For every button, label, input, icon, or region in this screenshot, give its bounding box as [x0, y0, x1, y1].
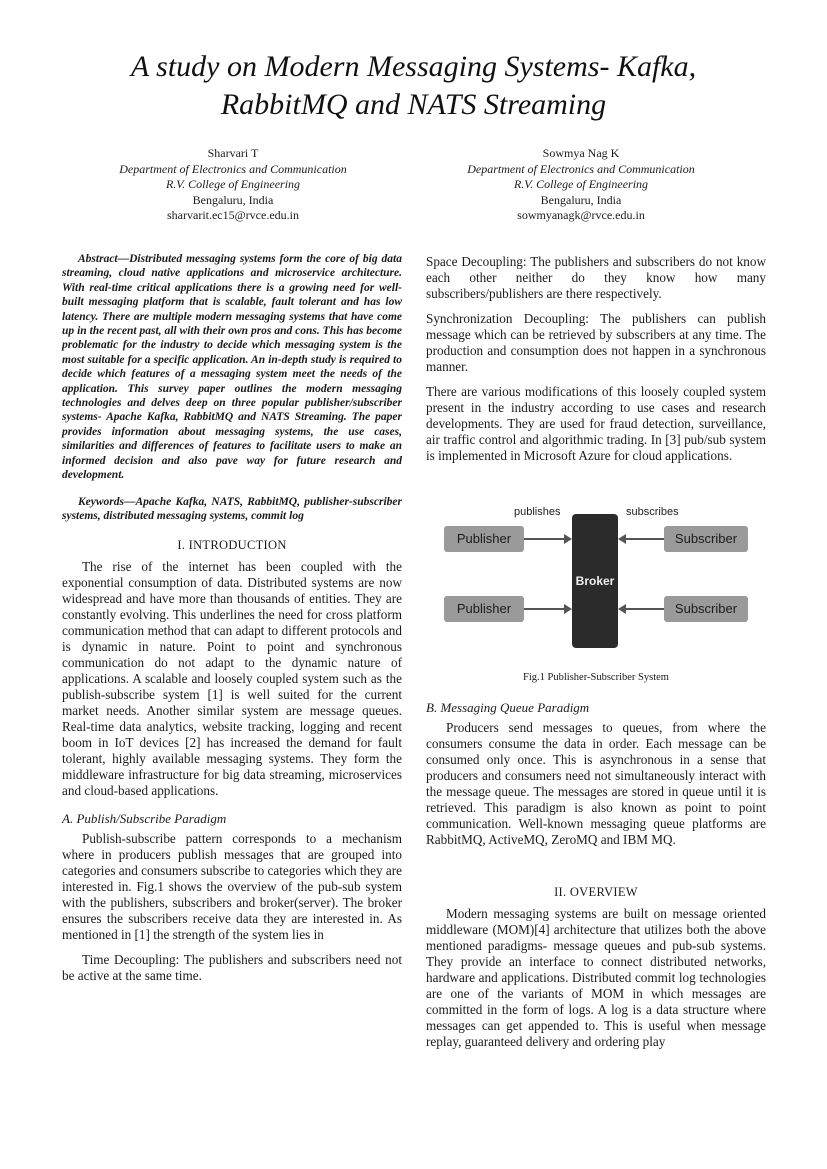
- paper-title: [0, 48, 827, 124]
- arrowhead-publisher-1: [564, 534, 572, 544]
- sync-decoupling-paragraph: Synchronization Decoupling: The publishers can publish message which can be retrieved by subscribers at any time. The production and consumption does not happen in a synchronous manner.: [426, 311, 766, 374]
- section-heading-overview: II. OVERVIEW: [554, 885, 638, 899]
- publisher-box-1: Publisher: [444, 526, 524, 552]
- publisher-box-2: Publisher: [444, 596, 524, 622]
- queue-paragraph: Producers send messages to queues, from where the consumers consume the data in order. Each message can be consumed only once. This is asynchronous in a sense that producers and consumers need not simultaneously interact with the message queue. The messages are stored in queue until it is retrieved. This paradigm is also known as point to point communication. Well-known messaging queue platforms are RabbitMQ, ActiveMQ, ZeroMQ and IBM MQ.: [426, 720, 766, 847]
- subsection-heading-pubsub: A. Publish/Subscribe Paradigm: [62, 811, 227, 827]
- author-college: R.V. College of Engineering: [513, 177, 649, 191]
- left-column: [62, 252, 402, 984]
- author-name: Sharvari T: [207, 146, 259, 160]
- title-line-2: RabbitMQ and NATS Streaming: [220, 88, 607, 121]
- introduction-paragraph: The rise of the internet has been coupled with the exponential consumption of data. Distributed systems are now widespread and have more than thousands of entities. They are constantly evolving. This underlines the need for cross platform communication method that can adapt to different protocols and is dynamic in nature. Point to point and synchronous communication do not adapt to the dynamic nature of applications. A scalable and loosely coupled system such as the publish-subscribe system [1] is well suited for the current market needs. Another similar system are message queues. Real-time data analytics, website tracking, logging and recent boom in IoT devices [2] has increased the demand for fault tolerant, highly available messaging systems. They form the middleware infrastructure for big data streaming, microservices and cloud-based applications.: [62, 559, 402, 799]
- author-2: [431, 146, 731, 224]
- author-college: R.V. College of Engineering: [165, 177, 301, 191]
- author-name: Sowmya Nag K: [542, 146, 620, 160]
- arrowhead-subscriber-1: [618, 534, 626, 544]
- publishes-label: publishes: [514, 506, 561, 518]
- pubsub-paragraph: Publish-subscribe pattern corresponds to a mechanism where in producers publish messages that are grouped into categories and consumers subscribe to categories which they are interested in. Fig.1 shows the overview of the pub-sub system with the publishers, subscribers and broker(server). The broker ensures the subscribers receive data they are interested in. As mentioned in [1] the strength of the system lies in: [62, 831, 402, 943]
- arrow-subscriber-1: [626, 538, 664, 540]
- author-email: sharvarit.ec15@rvce.edu.in: [167, 208, 299, 222]
- title-line-1: A study on Modern Messaging Systems- Kafka,: [130, 50, 697, 83]
- figure-caption: Fig.1 Publisher-Subscriber System: [523, 672, 669, 683]
- arrow-subscriber-2: [626, 608, 664, 610]
- subscribes-label: subscribes: [626, 506, 679, 518]
- arrow-publisher-1: [524, 538, 564, 540]
- subscriber-box-1: Subscriber: [664, 526, 748, 552]
- author-location: Bengaluru, India: [192, 192, 274, 207]
- time-decoupling-paragraph: Time Decoupling: The publishers and subscribers need not be active at the same time.: [62, 952, 402, 984]
- keywords: Keywords—Apache Kafka, NATS, RabbitMQ, publisher-subscriber systems, distributed messaging systems, commit log: [62, 495, 402, 522]
- subsection-heading-queue: B. Messaging Queue Paradigm: [426, 700, 590, 715]
- arrowhead-publisher-2: [564, 604, 572, 614]
- broker-box: Broker: [572, 514, 618, 648]
- section-heading-introduction: I. INTRODUCTION: [177, 538, 287, 553]
- arrow-publisher-2: [524, 608, 564, 610]
- overview-paragraph: Modern messaging systems are built on message oriented middleware (MOM)[4] architecture that utilizes both the above mentioned paradigms- message queues and pub-sub systems. They provide an interface to connect distributed networks, hardware and applications. Distributed commit log technologies are one of the variants of MOM in which messages are committed in the form of logs. A log is a data structure where messages can get appended to. This is useful when message replay, guaranteed delivery and ordering play: [426, 906, 766, 1049]
- right-column: [426, 254, 766, 1050]
- author-email: sowmyanagk@rvce.edu.in: [517, 208, 645, 222]
- space-decoupling-paragraph: Space Decoupling: The publishers and subscribers do not know each other neither do they know how many subscribers/publishers are there respectively.: [426, 254, 766, 301]
- author-location: Bengaluru, India: [540, 192, 622, 207]
- pubsub-figure: [426, 504, 766, 664]
- arrowhead-subscriber-2: [618, 604, 626, 614]
- modifications-paragraph: There are various modifications of this loosely coupled system present in the industry according to use cases and research developments. They are used for fraud detection, surveillance, air traffic control and algorithmic trading. In [3] pub/sub system is implemented in Microsoft Azure for cloud applications.: [426, 384, 766, 463]
- subscriber-box-2: Subscriber: [664, 596, 748, 622]
- author-department: Department of Electronics and Communication: [467, 161, 695, 176]
- abstract: Abstract—Distributed messaging systems form the core of big data streaming, cloud native applications and microservice architecture. With real-time critical applications there is a growing need for well-built messaging platform that is scalable, fault tolerant and has low latency. There are multiple modern messaging systems that have come up in the recent past, all with their own pros and cons. This has become problematic for the industry to decide which messaging system is the most suitable for a specific application. An in-depth study is required to decide which features of a messaging system meet the needs of the application. This survey paper outlines the modern messaging technologies and delves deep on three popular publisher/subscriber systems- Apache Kafka, RabbitMQ and NATS Streaming. The paper provides information about messaging systems, the use cases, similarities and differences of features to facilitate users to make an informed decision and also pave way for future research and development.: [62, 253, 402, 482]
- author-1: [83, 146, 383, 224]
- author-department: Department of Electronics and Communication: [119, 161, 347, 176]
